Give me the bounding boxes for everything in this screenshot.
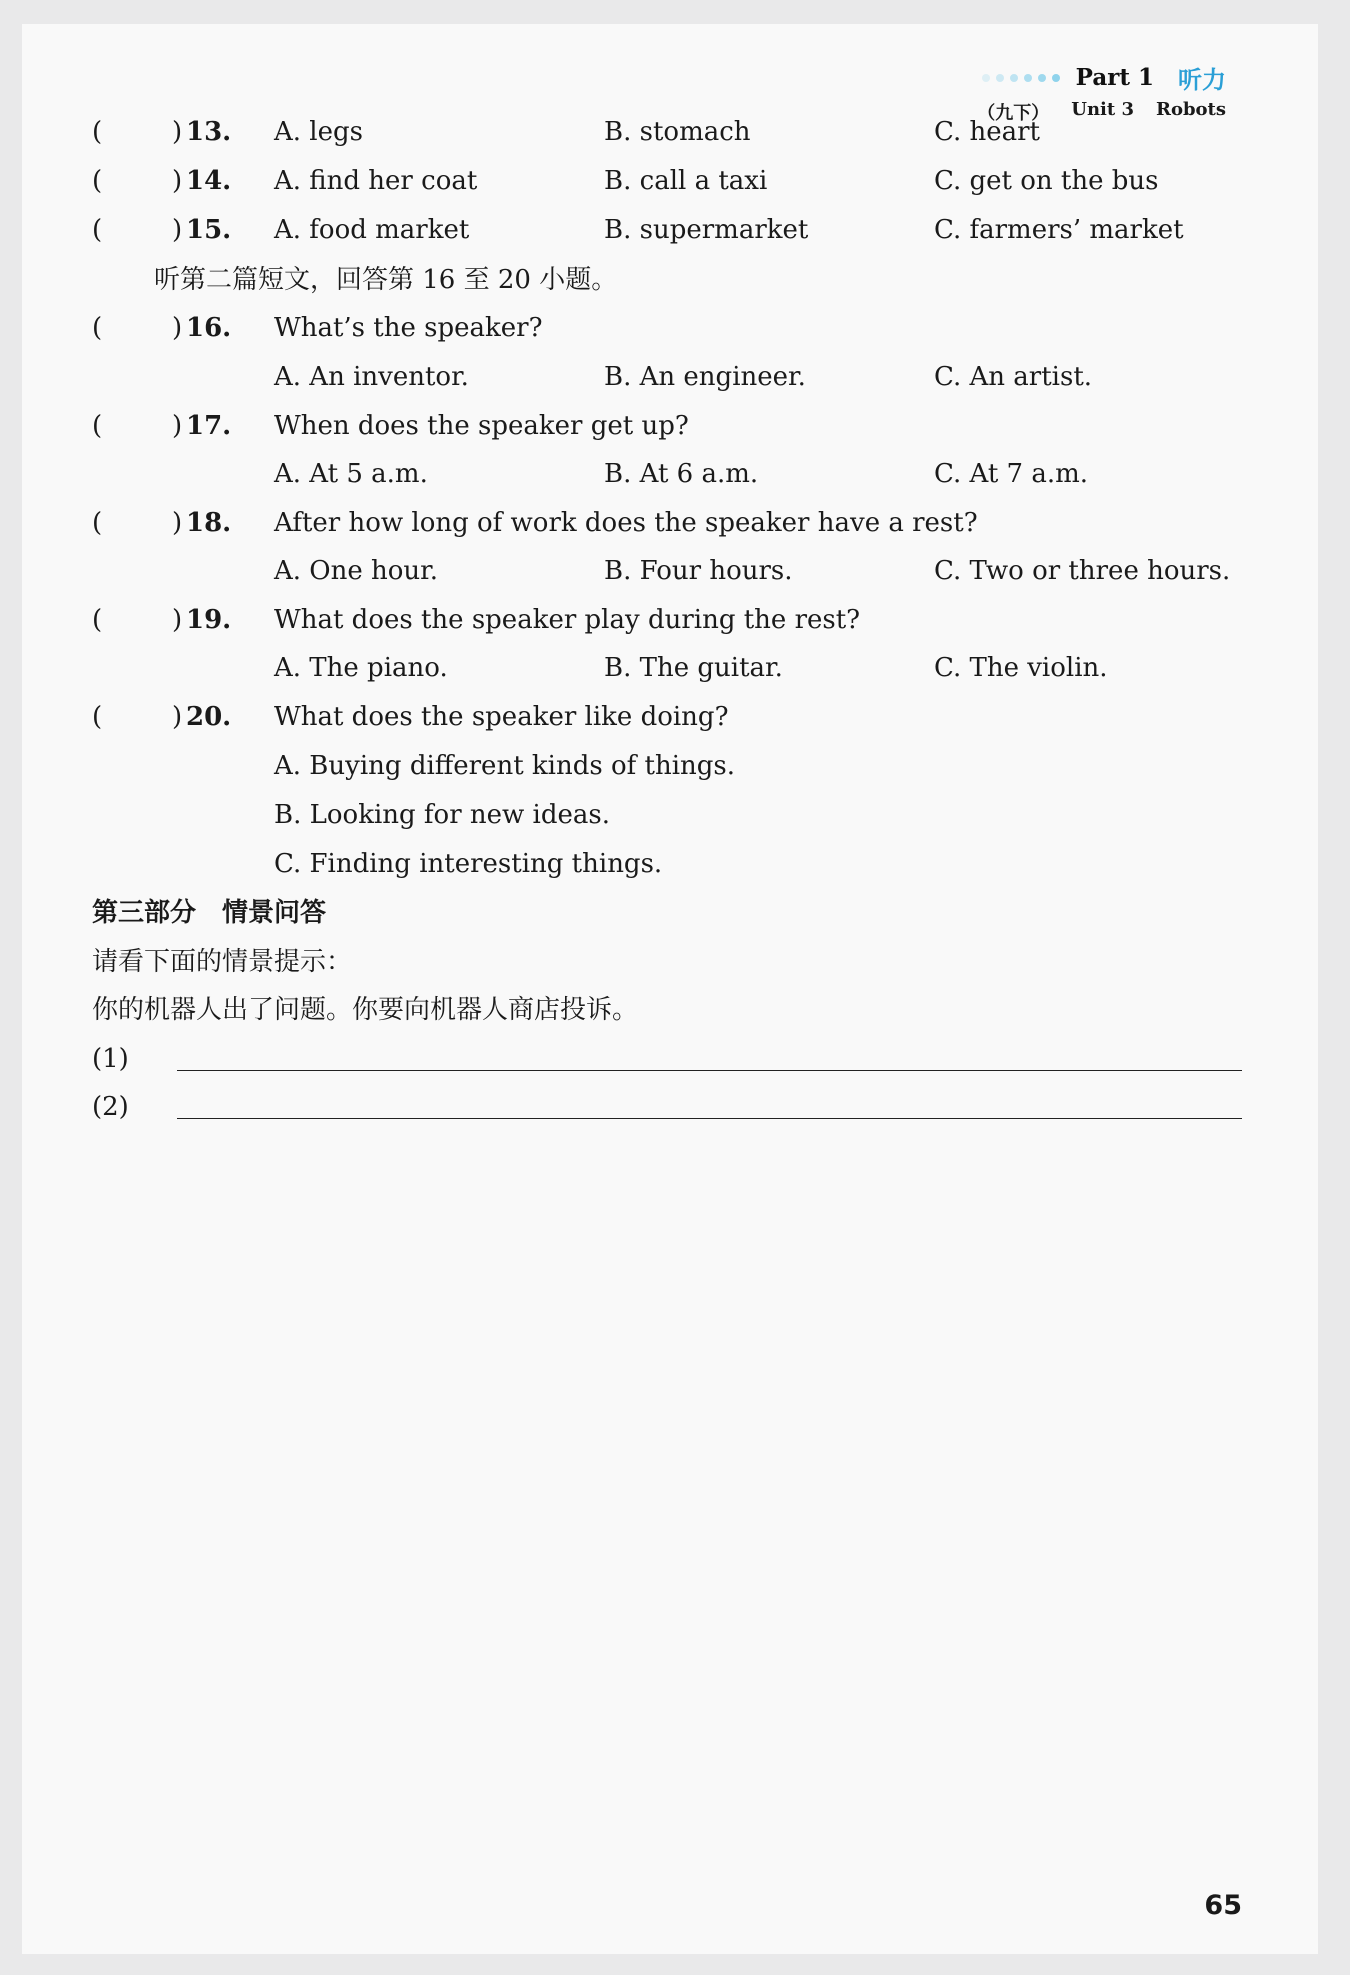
answer-bracket-open: ( <box>92 411 103 441</box>
answer-bracket-open: ( <box>92 605 103 635</box>
section-tag: 听力 <box>1178 66 1226 94</box>
answer-bracket-open: ( <box>92 117 103 147</box>
page-number: 65 <box>1204 1890 1242 1921</box>
part-label: Part 1 <box>1075 64 1154 91</box>
option-c: C. farmers’ market <box>934 215 1184 245</box>
answer-bracket-open: ( <box>92 702 103 732</box>
situation-prompt-label: 请看下面的情景提示： <box>92 947 353 977</box>
option-c: C. get on the bus <box>934 166 1159 196</box>
blank-1-label: (1) <box>92 1044 129 1074</box>
answer-bracket-open: ( <box>92 313 103 343</box>
decorative-dots <box>982 74 1060 82</box>
option-b: B. Looking for new ideas. <box>274 800 611 830</box>
grade-label: （九下） <box>977 103 1050 124</box>
option-a: A. An inventor. <box>274 362 469 392</box>
answer-bracket-close: ) <box>172 508 183 538</box>
answer-bracket-close: ) <box>172 605 183 635</box>
question-stem: What does the speaker play during the rest? <box>274 605 861 635</box>
unit-label: Unit 3 <box>1071 99 1134 120</box>
question-stem: What does the speaker like doing? <box>274 702 729 732</box>
option-c: C. Two or three hours. <box>934 556 1231 586</box>
option-b: B. stomach <box>604 117 751 147</box>
answer-bracket-open: ( <box>92 215 103 245</box>
option-c: C. The violin. <box>934 653 1108 683</box>
option-b: B. call a taxi <box>604 166 768 196</box>
option-a: A. legs <box>274 117 363 147</box>
question-number: 15. <box>186 215 232 245</box>
option-b: B. An engineer. <box>604 362 806 392</box>
workbook-page <box>22 24 1318 1954</box>
question-number: 19. <box>186 605 232 635</box>
answer-bracket-open: ( <box>92 508 103 538</box>
question-stem: After how long of work does the speaker have a rest? <box>274 508 978 538</box>
option-c: C. An artist. <box>934 362 1093 392</box>
question-number: 20. <box>186 702 232 732</box>
answer-line-2[interactable] <box>177 1118 1242 1119</box>
question-number: 14. <box>186 166 232 196</box>
option-a: A. One hour. <box>274 556 438 586</box>
answer-bracket-close: ) <box>172 166 183 196</box>
option-c: C. heart <box>934 117 1041 147</box>
option-a: A. At 5 a.m. <box>274 459 428 489</box>
question-number: 16. <box>186 313 232 343</box>
option-a: A. find her coat <box>274 166 478 196</box>
passage-2-instruction: 听第二篇短文，回答第 16 至 20 小题。 <box>154 265 618 295</box>
unit-title: Robots <box>1155 99 1226 120</box>
part-3-title: 第三部分 情景问答 <box>92 898 327 928</box>
option-b: B. The guitar. <box>604 653 783 683</box>
answer-bracket-close: ) <box>172 215 183 245</box>
answer-line-1[interactable] <box>177 1070 1242 1071</box>
option-c: C. Finding interesting things. <box>274 849 663 879</box>
option-a: A. The piano. <box>274 653 448 683</box>
option-b: B. Four hours. <box>604 556 793 586</box>
blank-2-label: (2) <box>92 1092 129 1122</box>
answer-bracket-close: ) <box>172 702 183 732</box>
option-a: A. Buying different kinds of things. <box>274 751 736 781</box>
question-number: 13. <box>186 117 232 147</box>
answer-bracket-open: ( <box>92 166 103 196</box>
answer-bracket-close: ) <box>172 313 183 343</box>
answer-bracket-close: ) <box>172 117 183 147</box>
option-c: C. At 7 a.m. <box>934 459 1089 489</box>
option-a: A. food market <box>274 215 470 245</box>
option-b: B. At 6 a.m. <box>604 459 759 489</box>
question-stem: What’s the speaker? <box>274 313 543 343</box>
question-number: 18. <box>186 508 232 538</box>
answer-bracket-close: ) <box>172 411 183 441</box>
question-stem: When does the speaker get up? <box>274 411 689 441</box>
situation-text: 你的机器人出了问题。你要向机器人商店投诉。 <box>92 995 639 1025</box>
option-b: B. supermarket <box>604 215 809 245</box>
question-number: 17. <box>186 411 232 441</box>
